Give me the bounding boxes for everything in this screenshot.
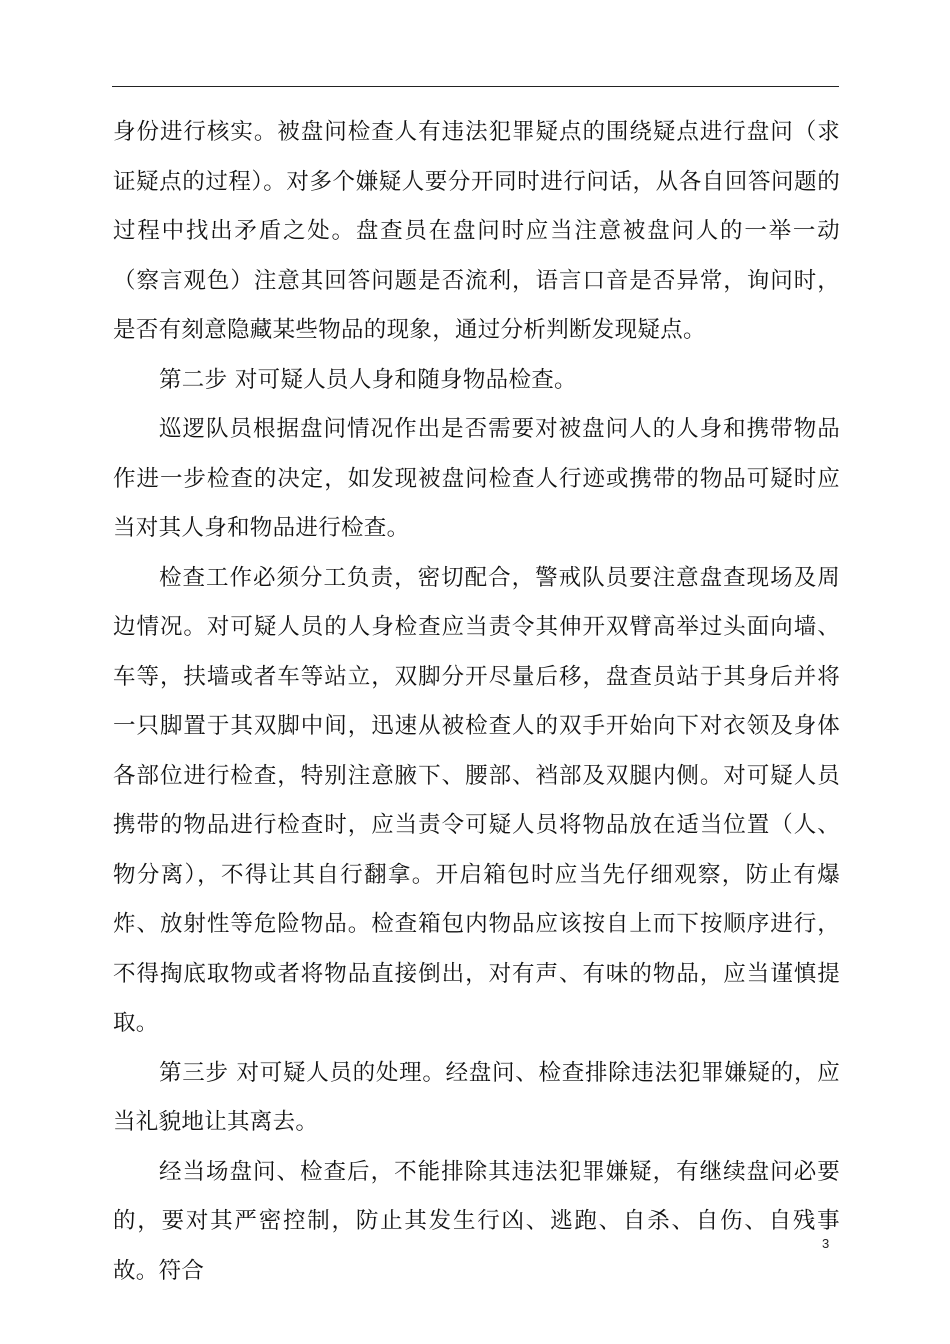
page-number: 3 [822, 1236, 830, 1251]
paragraph-5: 第三步 对可疑人员的处理。经盘问、检查排除违法犯罪嫌疑的，应当礼貌地让其离去。 [113, 1059, 840, 1135]
paragraph-3: 巡逻队员根据盘问情况作出是否需要对被盘问人的人身和携带物品作进一步检查的决定，如发现被盘问检查人行迹或携带的物品可疑时应当对其人身和物品进行检查。 [113, 416, 840, 541]
paragraph-1: 身份进行核实。被盘问检查人有违法犯罪疑点的围绕疑点进行盘问（求证疑点的过程）。对多个嫌疑人要分开同时进行问话，从各自回答问题的过程中找出矛盾之处。盘查员在盘问时应当注意被盘问人的一举一动（察言观色）注意其回答问题是否流利，语言口音是否异常，询问时，是否有刻意隐藏某些物品的现象，通过分析判断发现疑点。 [113, 119, 840, 343]
paragraph-2: 第二步 对可疑人员人身和随身物品检查。 [159, 366, 577, 393]
header-rule [112, 86, 839, 87]
paragraph-6: 经当场盘问、检查后，不能排除其违法犯罪嫌疑，有继续盘问必要的，要对其严密控制，防止其发生行凶、逃跑、自杀、自伤、自残事故。符合 [113, 1158, 840, 1284]
paragraph-4: 检查工作必须分工负责，密切配合，警戒队员要注意盘查现场及周边情况。对可疑人员的人身检查应当责令其伸开双臂高举过头面向墙、车等，扶墙或者车等站立，双脚分开尽量后移，盘查员站于其身后并将一只脚置于其双脚中间，迅速从被检查人的双手开始向下对衣领及身体各部位进行检查，特别注意腋下、腰部、裆部及双腿内侧。对可疑人员携带的物品进行检查时，应当责令可疑人员将物品放在适当位置（人、物分离），不得让其自行翻拿。开启箱包时应当先仔细观察，防止有爆炸、放射性等危险物品。检查箱包内物品应该按自上而下按顺序进行，不得掏底取物或者将物品直接倒出，对有声、有味的物品，应当谨慎提取。 [113, 564, 840, 1036]
document-body [113, 108, 840, 1296]
